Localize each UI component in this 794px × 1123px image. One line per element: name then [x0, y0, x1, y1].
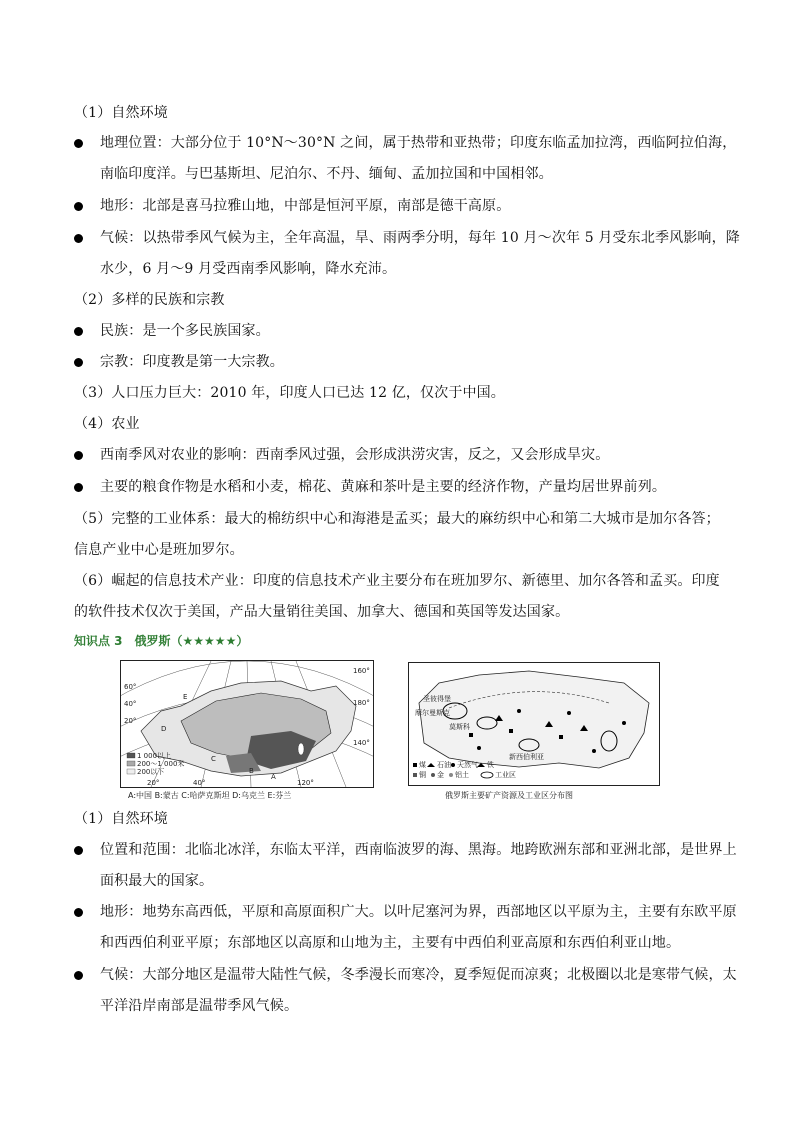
russia-resources-map	[408, 662, 660, 786]
legend-label: 200～1 000米	[137, 760, 185, 768]
bullet-text: 地理位置：大部分位于 10°N～30°N 之间，属于热带和亚热带；印度东临孟加拉湾，西临阿拉伯海，南临印度洋。与巴基斯坦、尼泊尔、不丹、缅甸、孟加拉国和中国相邻。	[100, 135, 737, 182]
bullet-text: 西南季风对农业的影响：西南季风过强，会形成洪涝灾害，反之，又会形成旱灾。	[100, 447, 610, 463]
russia-terrain-map	[120, 660, 374, 788]
india-population-heading: （3）人口压力巨大：2010 年，印度人口已达 12 亿，仅次于中国。	[74, 385, 505, 401]
russia-position-bullet	[72, 835, 750, 897]
india-it-industry-paragraph: （6）崛起的信息技术产业：印度的信息技术产业主要分布在班加罗尔、新德里、加尔各答和孟买。印度的软件技术仅次于美国，产品大量销往美国、加拿大、德国和英国等发达国家。	[74, 573, 720, 620]
bullet-icon	[74, 202, 83, 211]
oil-icon	[427, 763, 435, 767]
bullet-text: 地形：北部是喜马拉雅山地，中部是恒河平原，南部是德干高原。	[100, 198, 511, 214]
bullet-text: 位置和范围：北临北冰洋，东临太平洋，西南临波罗的海、黑海。地跨欧洲东部和亚洲北部，是世界上面积最大的国家。	[100, 842, 737, 889]
knowledge-point-title	[74, 630, 248, 652]
map-letter-c: C	[211, 755, 216, 763]
bullet-icon	[74, 139, 83, 148]
india-ethnic-religion-heading: （2）多样的民族和宗教	[74, 292, 225, 308]
industrial-zone-icon	[481, 772, 493, 778]
city-label: 圣彼得堡	[423, 695, 451, 703]
india-monsoon-bullet	[72, 440, 750, 471]
legend-label: 石油	[437, 761, 451, 769]
bullet-text: 民族：是一个多民族国家。	[100, 323, 270, 339]
india-natural-environment-heading: （1）自然环境	[74, 105, 168, 121]
degree-label: 60°	[124, 683, 137, 691]
legend-label: 铁	[487, 761, 494, 769]
map-letter-e: E	[183, 693, 188, 701]
russia-terrain-map-graphic	[121, 661, 373, 787]
bullet-text: 地形：地势东高西低，平原和高原面积广大。以叶尼塞河为界，西部地区以平原为主，主要有东欧平原和西西伯利亚平原；东部地区以高原和山地为主，主要有中西伯利亚高原和东西伯利亚山地。	[100, 904, 737, 951]
coal-icon	[413, 763, 417, 767]
gas-icon	[451, 763, 455, 767]
legend-label: 金	[437, 771, 444, 779]
bullet-text: 宗教：印度教是第一大宗教。	[100, 354, 284, 370]
legend-label: 工业区	[495, 771, 516, 779]
bullet-text: 气候：大部分地区是温带大陆性气候，冬季漫长而寒冷，夏季短促而凉爽；北极圈以北是寒带气候，太平洋沿岸南部是温带季风气候。	[100, 967, 737, 1014]
legend-swatch	[127, 761, 135, 766]
knowledge-point-label: 知识点 3 俄罗斯	[74, 634, 171, 648]
degree-label: 40°	[193, 779, 206, 787]
degree-label: 120°	[297, 779, 314, 787]
copper-icon	[413, 773, 417, 777]
gold-icon	[431, 773, 435, 777]
degree-label: 180°	[353, 699, 370, 707]
legend-label: 煤	[419, 761, 426, 769]
degree-label: 20°	[147, 779, 160, 787]
degree-label: 160°	[353, 667, 370, 675]
bullet-icon	[74, 483, 83, 492]
legend-label: 200以下	[137, 768, 165, 776]
bullet-icon	[74, 846, 83, 855]
left-map-caption: A:中国 B:蒙古 C:哈萨克斯坦 D:乌克兰 E:芬兰	[128, 791, 292, 800]
india-terrain-bullet	[72, 191, 750, 222]
legend-label: 铝土	[455, 771, 469, 779]
russia-terrain-bullet	[72, 897, 750, 959]
degree-label: 20°	[124, 717, 137, 725]
india-location-bullet	[72, 128, 750, 190]
right-map-caption: 俄罗斯主要矿产资源及工业区分布图	[445, 791, 573, 800]
india-agriculture-heading: （4）农业	[74, 416, 140, 432]
map-letter-d: D	[161, 725, 167, 733]
russia-natural-environment-heading: （1）自然环境	[74, 811, 168, 827]
legend-swatch	[127, 753, 135, 758]
bullet-icon	[74, 234, 83, 243]
bauxite-icon	[449, 773, 453, 777]
city-label: 莫斯科	[449, 723, 470, 731]
legend-label: 天然气	[457, 761, 478, 769]
bullet-icon	[74, 451, 83, 460]
legend-label: 铜	[419, 771, 426, 779]
map-letter-b: B	[249, 767, 254, 775]
bullet-text: 主要的粮食作物是水稻和小麦，棉花、黄麻和茶叶是主要的经济作物，产量均居世界前列。	[100, 479, 666, 495]
city-label: 新西伯利亚	[509, 753, 544, 761]
degree-label: 140°	[353, 739, 370, 747]
legend-label: 1 000以上	[137, 752, 172, 760]
bullet-icon	[74, 358, 83, 367]
legend-swatch	[127, 769, 135, 774]
russia-resources-map-graphic	[409, 663, 659, 785]
india-ethnic-bullet	[72, 316, 750, 347]
star-rating: （★★★★★）	[170, 634, 249, 648]
india-industry-paragraph: （5）完整的工业体系：最大的棉纺织中心和海港是孟买；最大的麻纺织中心和第二大城市是加尔各答；信息产业中心是班加罗尔。	[74, 511, 720, 558]
bullet-icon	[74, 908, 83, 917]
city-label: 摩尔曼斯克	[415, 709, 450, 717]
bullet-icon	[74, 971, 83, 980]
bullet-text: 气候：以热带季风气候为主，全年高温，旱、雨两季分明，每年 10 月～次年 5 月受东北季风影响，降水少，6 月～9 月受西南季风影响，降水充沛。	[100, 230, 740, 277]
degree-label: 40°	[124, 700, 137, 708]
india-crops-bullet	[72, 472, 750, 503]
india-climate-bullet	[72, 223, 750, 285]
russia-climate-bullet	[72, 960, 750, 1022]
india-religion-bullet	[72, 347, 750, 378]
bullet-icon	[74, 327, 83, 336]
map-letter-a: A	[271, 773, 276, 781]
